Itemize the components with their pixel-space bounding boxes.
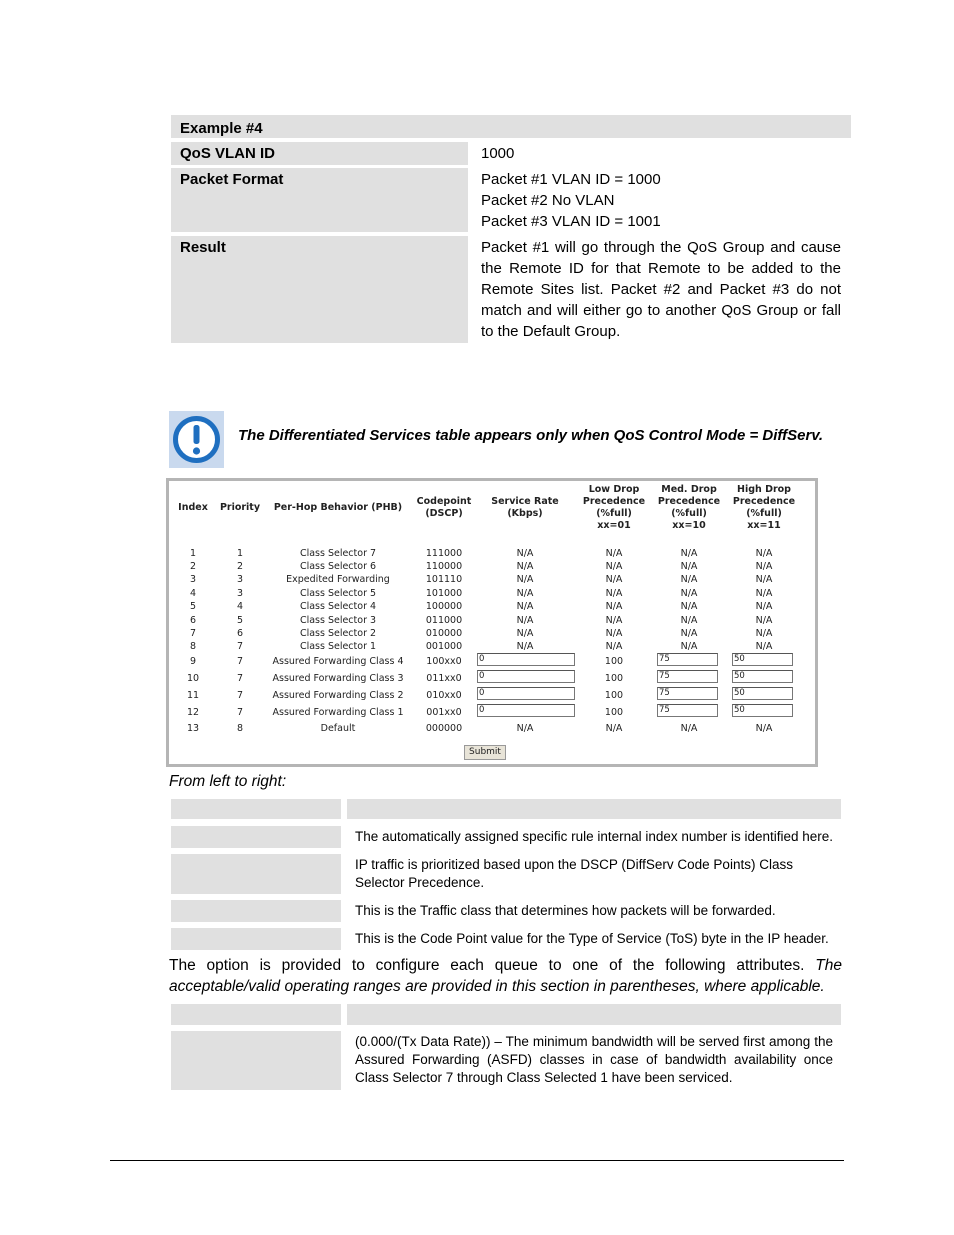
cell-med: N/A (680, 628, 698, 639)
desc1-label-phb (171, 900, 341, 922)
cell-phb: Default (320, 723, 356, 734)
high-input-field[interactable]: 50 (732, 704, 793, 717)
cell-phb: Class Selector 1 (299, 641, 377, 652)
cell-rate: N/A (516, 723, 534, 734)
cell-phb: Assured Forwarding Class 4 (272, 656, 404, 667)
cell-rate: N/A (516, 615, 534, 626)
cell-med: N/A (680, 641, 698, 652)
cell-index: 1 (189, 548, 197, 559)
row-value-result: Packet #1 will go through the QoS Group and cause the Remote ID for that Remote to be added to the Remote Sites list. Packet #2 and Packet #3 do not match and will either go to another QoS Group or fall to the Default Group. (481, 239, 841, 340)
high-input-field[interactable]: 50 (732, 687, 793, 700)
cell-low: N/A (605, 628, 623, 639)
cell-priority: 5 (236, 615, 244, 626)
cell-rate: N/A (516, 588, 534, 599)
header-med-drop: Med. Drop Precedence (%full) xx=10 (657, 484, 721, 531)
cell-dscp: 100000 (425, 601, 463, 612)
desc2-header-label (171, 1004, 341, 1025)
cell-priority: 1 (236, 548, 244, 559)
table-row (169, 547, 815, 560)
table-row (169, 614, 815, 627)
desc1-label-index (171, 826, 341, 848)
cell-phb: Assured Forwarding Class 2 (272, 690, 404, 701)
paragraph-italic: The acceptable/valid operating ranges are provided in this section in parentheses, where applicable. (169, 957, 842, 995)
cell-low: N/A (605, 561, 623, 572)
rate-input-field[interactable]: 0 (477, 704, 575, 717)
attributes-paragraph (169, 955, 842, 997)
table-row (169, 627, 815, 640)
cell-rate: N/A (516, 641, 534, 652)
cell-phb: Assured Forwarding Class 1 (272, 707, 404, 718)
med-input-field[interactable]: 75 (657, 653, 718, 666)
cell-priority: 4 (236, 601, 244, 612)
cell-rate: N/A (516, 574, 534, 585)
diffserv-table-panel (166, 478, 818, 767)
cell-high: N/A (755, 615, 773, 626)
cell-phb: Expedited Forwarding (286, 574, 390, 585)
cell-dscp: 011000 (425, 615, 463, 626)
desc1-text-phb: This is the Traffic class that determines how packets will be forwarded. (355, 903, 776, 918)
cell-low: 100 (604, 673, 624, 684)
desc1-header-label (171, 799, 341, 819)
desc1-label-priority (171, 854, 341, 894)
cell-index: 7 (189, 628, 197, 639)
cell-index: 4 (189, 588, 197, 599)
med-input-field[interactable]: 75 (657, 704, 718, 717)
table-row (169, 689, 815, 702)
cell-high: N/A (755, 723, 773, 734)
cell-low: 100 (604, 707, 624, 718)
cell-low: 100 (604, 656, 624, 667)
row-value-packet-format: Packet #1 VLAN ID = 1000 Packet #2 No VLAN Packet #3 VLAN ID = 1001 (481, 171, 661, 230)
cell-phb: Class Selector 2 (299, 628, 377, 639)
cell-dscp: 010xx0 (426, 690, 462, 701)
desc2-label-service-rate (171, 1031, 341, 1090)
cell-rate: N/A (516, 628, 534, 639)
rate-input-field[interactable]: 0 (477, 670, 575, 683)
cell-index: 13 (186, 723, 200, 734)
cell-low: N/A (605, 615, 623, 626)
header-priority: Priority (219, 502, 261, 513)
cell-high: N/A (755, 548, 773, 559)
cell-med: N/A (680, 548, 698, 559)
cell-high: N/A (755, 601, 773, 612)
cell-priority: 7 (236, 641, 244, 652)
cell-phb: Class Selector 7 (299, 548, 377, 559)
example-title: Example #4 (171, 115, 851, 138)
table-row (169, 706, 815, 719)
desc1-text-priority: IP traffic is prioritized based upon the DSCP (DiffServ Code Points) Class Selector Precedence. (355, 857, 793, 890)
rate-input-field[interactable]: 0 (477, 653, 575, 666)
cell-priority: 3 (236, 574, 244, 585)
cell-dscp: 010000 (425, 628, 463, 639)
cell-med: N/A (680, 723, 698, 734)
high-input-field[interactable]: 50 (732, 653, 793, 666)
cell-phb: Class Selector 3 (299, 615, 377, 626)
desc2-header-text (347, 1004, 841, 1025)
cell-med: N/A (680, 588, 698, 599)
note-text: The Differentiated Services table appears only when QoS Control Mode = DiffServ. (238, 427, 824, 444)
paragraph-normal: The option is provided to configure each queue to one of the following attributes. (169, 957, 805, 974)
header-high-drop: High Drop Precedence (%full) xx=11 (732, 484, 796, 531)
header-service-rate: Service Rate (Kbps) (491, 496, 559, 519)
med-input-field[interactable]: 75 (657, 670, 718, 683)
cell-dscp: 001xx0 (426, 707, 462, 718)
cell-index: 10 (186, 673, 200, 684)
cell-high: N/A (755, 574, 773, 585)
cell-index: 8 (189, 641, 197, 652)
cell-low: N/A (605, 548, 623, 559)
row-label-result: Result (171, 236, 468, 343)
cell-index: 11 (186, 690, 200, 701)
cell-rate: N/A (516, 548, 534, 559)
cell-low: N/A (605, 641, 623, 652)
cell-priority: 6 (236, 628, 244, 639)
cell-index: 5 (189, 601, 197, 612)
cell-phb: Class Selector 6 (299, 561, 377, 572)
cell-index: 9 (189, 656, 197, 667)
cell-rate: N/A (516, 561, 534, 572)
header-dscp: Codepoint (DSCP) (416, 496, 472, 519)
cell-phb: Assured Forwarding Class 3 (272, 673, 404, 684)
cell-low: N/A (605, 723, 623, 734)
desc1-text-index: The automatically assigned specific rule internal index number is identified here. (355, 829, 834, 844)
row-label-packet-format: Packet Format (171, 168, 468, 232)
cell-med: N/A (680, 615, 698, 626)
cell-dscp: 101000 (425, 588, 463, 599)
cell-priority: 7 (236, 656, 244, 667)
cell-dscp: 001000 (425, 641, 463, 652)
cell-priority: 8 (236, 723, 244, 734)
footer-rule (110, 1160, 844, 1161)
table-row (169, 722, 815, 735)
header-phb: Per-Hop Behavior (PHB) (273, 502, 403, 513)
desc1-header-text (347, 799, 841, 819)
cell-low: N/A (605, 601, 623, 612)
cell-rate: N/A (516, 601, 534, 612)
cell-priority: 3 (236, 588, 244, 599)
cell-index: 3 (189, 574, 197, 585)
cell-priority: 2 (236, 561, 244, 572)
desc1-label-codepoint (171, 928, 341, 950)
header-index: Index (178, 502, 208, 513)
rate-input-field[interactable]: 0 (477, 687, 575, 700)
med-input-field[interactable]: 75 (657, 687, 718, 700)
caption: From left to right: (169, 773, 287, 790)
cell-high: N/A (755, 641, 773, 652)
table-row (169, 600, 815, 613)
cell-phb: Class Selector 5 (299, 588, 377, 599)
table-row (169, 587, 815, 600)
row-value-qos-vlan-id: 1000 (481, 145, 515, 162)
row-label-qos-vlan-id: QoS VLAN ID (171, 142, 468, 165)
table-row (169, 560, 815, 573)
cell-high: N/A (755, 561, 773, 572)
submit-button[interactable]: Submit (464, 745, 506, 760)
cell-priority: 7 (236, 673, 244, 684)
header-low-drop: Low Drop Precedence (%full) xx=01 (582, 484, 646, 531)
cell-med: N/A (680, 574, 698, 585)
cell-dscp: 100xx0 (426, 656, 462, 667)
table-row (169, 573, 815, 586)
cell-dscp: 000000 (425, 723, 463, 734)
cell-low: 100 (604, 690, 624, 701)
cell-priority: 7 (236, 707, 244, 718)
high-input-field[interactable]: 50 (732, 670, 793, 683)
cell-dscp: 111000 (425, 548, 463, 559)
desc1-text-codepoint: This is the Code Point value for the Type of Service (ToS) byte in the IP header. (355, 931, 829, 946)
cell-low: N/A (605, 574, 623, 585)
cell-index: 2 (189, 561, 197, 572)
cell-index: 12 (186, 707, 200, 718)
cell-priority: 7 (236, 690, 244, 701)
table-row (169, 640, 815, 653)
cell-dscp: 101110 (425, 574, 463, 585)
cell-high: N/A (755, 588, 773, 599)
desc2-text-service-rate: (0.000/(Tx Data Rate)) – The minimum bandwidth will be served first among the Assured Forwarding (ASFD) classes in case of bandwidth availability once Class Selector 7 through Class Selected 1 have been serviced. (355, 1034, 833, 1085)
cell-high: N/A (755, 628, 773, 639)
cell-low: N/A (605, 588, 623, 599)
cell-dscp: 110000 (425, 561, 463, 572)
cell-med: N/A (680, 561, 698, 572)
cell-phb: Class Selector 4 (299, 601, 377, 612)
cell-dscp: 011xx0 (426, 673, 462, 684)
exclamation-circle-icon (169, 411, 224, 468)
cell-med: N/A (680, 601, 698, 612)
cell-index: 6 (189, 615, 197, 626)
table-row (169, 655, 815, 668)
table-row (169, 672, 815, 685)
